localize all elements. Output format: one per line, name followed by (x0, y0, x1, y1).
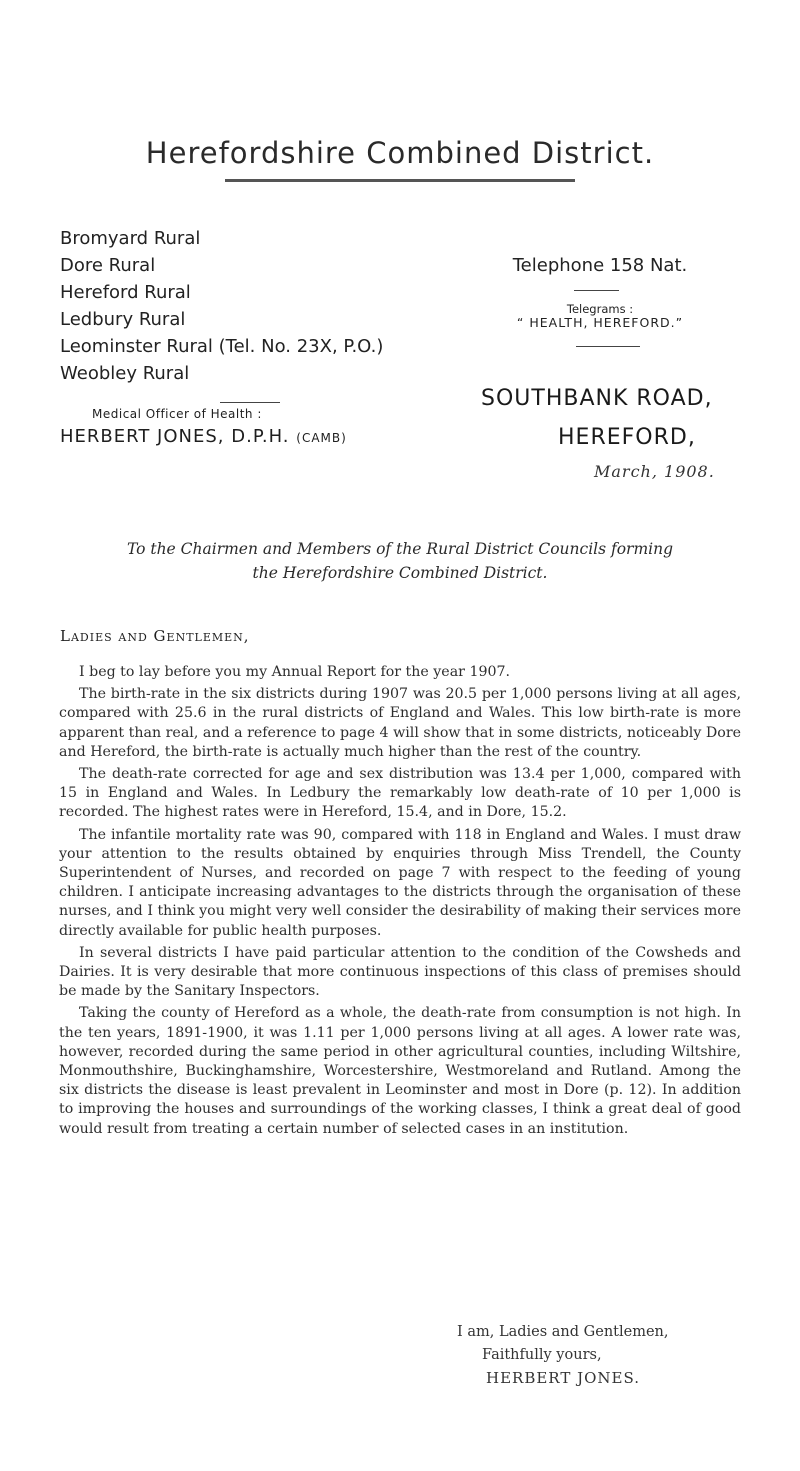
street-address: SOUTHBANK ROAD, (481, 386, 713, 411)
paragraph-death-rate: The death-rate corrected for age and sex distribution was 13.4 per 1,000, compared with 15 in England and Wales. In Ledbury the remarkably low death-rate of 10 per 1,000 is recorded. The highest rates were in Hereford, 15.4, and in Dore, 15.2. (59, 766, 741, 821)
district-ledbury: Ledbury Rural (60, 309, 186, 330)
moh-label: Medical Officer of Health : (92, 407, 262, 421)
moh-name (60, 426, 347, 447)
paragraph-consumption: Taking the county of Hereford as a whole, the death-rate from consumption is not high. In the ten years, 1891-1900, it was 1.11 per 1,000 persons living at all ages. A lower rate was, however, recorded during the same period in other agricultural counties, including Wiltshire, Monmouthshire, Buckinghamshire, Worcestershire, Westmoreland and Rutland. Among the six districts the disease is least prevalent in Leominster and most in Dore (p. 12). In addition to improving the houses and surroundings of the working classes, I think a great deal of good would result from treating a certain number of selected cases in an institution. (59, 1005, 741, 1137)
paragraph-cowsheds: In several districts I have paid particular attention to the condition of the Cowsheds and Dairies. It is very desirable that more continuous inspections of this class of premises should be made by the Sanitary Inspectors. (59, 944, 741, 1000)
addressee-line-1: To the Chairmen and Members of the Rural District Councils forming (126, 540, 674, 558)
letter-date: March, 1908. (594, 462, 715, 481)
paragraph-infantile-mortality: The infantile mortality rate was 90, compared with 118 in England and Wales. I must draw your attention to the results obtained by enquiries through Miss Trendell, the County Superintendent of Nurses, and recorded on page 7 with respect to the feeding of young children. I anticipate increasing advantages to the districts through the organisation of these nurses, and I think you might very well consider the desirability of making their services more directly available for public health purposes. (59, 826, 741, 939)
paragraph-intro: I beg to lay before you my Annual Report for the year 1907. (79, 664, 511, 680)
district-dore: Dore Rural (60, 255, 156, 276)
moh-name-text: HERBERT JONES, D.P.H. (60, 426, 290, 447)
telegrams-label: Telegrams : (566, 302, 634, 316)
right-divider-1 (574, 290, 619, 291)
letter-body (59, 663, 741, 1142)
district-bromyard: Bromyard Rural (60, 228, 201, 249)
district-leominster: Leominster Rural (Tel. No. 23X, P.O.) (60, 336, 384, 357)
closing-line-2: Faithfully yours, (482, 1347, 602, 1363)
left-divider (220, 402, 280, 403)
moh-qualification: (CAMB) (296, 431, 347, 445)
signature: HERBERT JONES. (486, 1369, 640, 1387)
city: HEREFORD, (558, 425, 696, 450)
salutation: Ladies and Gentlemen, (60, 627, 250, 645)
title-underline (225, 179, 575, 182)
telephone: Telephone 158 Nat. (512, 255, 688, 276)
addressee-line-2: the Herefordshire Combined District. (252, 564, 548, 582)
page-title: Herefordshire Combined District. (145, 136, 655, 170)
district-hereford: Hereford Rural (60, 282, 191, 303)
telegrams-address: “ HEALTH, HEREFORD.” (516, 315, 684, 330)
right-divider-2 (576, 346, 640, 347)
district-weobley: Weobley Rural (60, 363, 190, 384)
paragraph-birth-rate: The birth-rate in the six districts during 1907 was 20.5 per 1,000 persons living at all ages, compared with 25.6 in the rural districts of England and Wales. This low birth-rate is more apparent than real, and a reference to page 4 will show that in some districts, noticeably Dore and Hereford, the birth-rate is actually much higher than the rest of the country. (59, 686, 741, 760)
closing-line-1: I am, Ladies and Gentlemen, (457, 1324, 669, 1340)
